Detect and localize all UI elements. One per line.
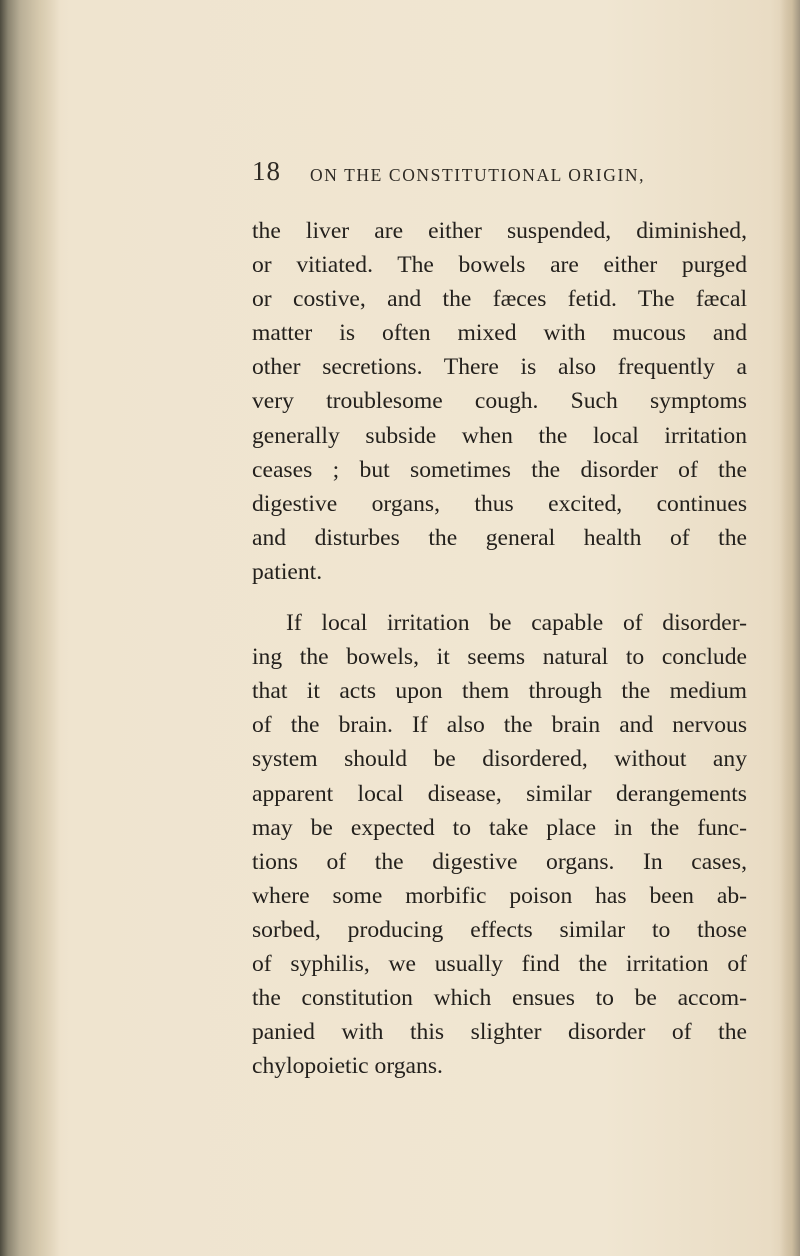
text-line: matter is often mixed with mucous and [252, 320, 747, 347]
text-line: of syphilis, we usually find the irritation of [252, 950, 747, 977]
paragraph-1 [252, 214, 747, 589]
text-line: ing the bowels, it seems natural to conclude [252, 644, 747, 671]
text-line: sorbed, producing effects similar to those [252, 916, 747, 943]
text-line: of the brain. If also the brain and nervous [252, 712, 747, 739]
page-gutter-left [0, 0, 60, 1256]
text-line: the constitution which ensues to be accom- [252, 985, 747, 1012]
page-edge-right [780, 0, 800, 1256]
body-text [252, 214, 747, 1083]
text-line: where some morbific poison has been ab- [252, 882, 747, 909]
text-line: panied with this slighter disorder of the [252, 1019, 747, 1046]
text-line: If local irritation be capable of disorder- [286, 610, 747, 637]
text-line: tions of the digestive organs. In cases, [252, 848, 747, 875]
paragraph-2 [252, 606, 747, 1083]
running-header [252, 156, 772, 196]
text-line: or costive, and the fæces fetid. The fæcal [252, 286, 747, 313]
text-line: apparent local disease, similar derangements [252, 780, 747, 807]
text-line: or vitiated. The bowels are either purged [252, 252, 747, 279]
text-line: patient. [252, 558, 323, 585]
text-line: chylopoietic organs. [252, 1053, 443, 1080]
text-line: that it acts upon them through the medium [252, 678, 747, 705]
running-title: ON THE CONSTITUTIONAL ORIGIN, [310, 165, 646, 185]
text-line: the liver are either suspended, diminished, [252, 218, 747, 244]
text-line: generally subside when the local irritation [252, 422, 747, 449]
text-line: digestive organs, thus excited, continues [252, 490, 747, 517]
text-line: other secretions. There is also frequently a [252, 354, 747, 381]
text-line: system should be disordered, without any [252, 746, 747, 773]
text-line: very troublesome cough. Such symptoms [252, 388, 747, 415]
page-number: 18 [252, 156, 281, 186]
text-line: may be expected to take place in the func- [252, 814, 747, 841]
text-line: and disturbes the general health of the [252, 524, 747, 551]
text-line: ceases ; but sometimes the disorder of the [252, 456, 747, 483]
